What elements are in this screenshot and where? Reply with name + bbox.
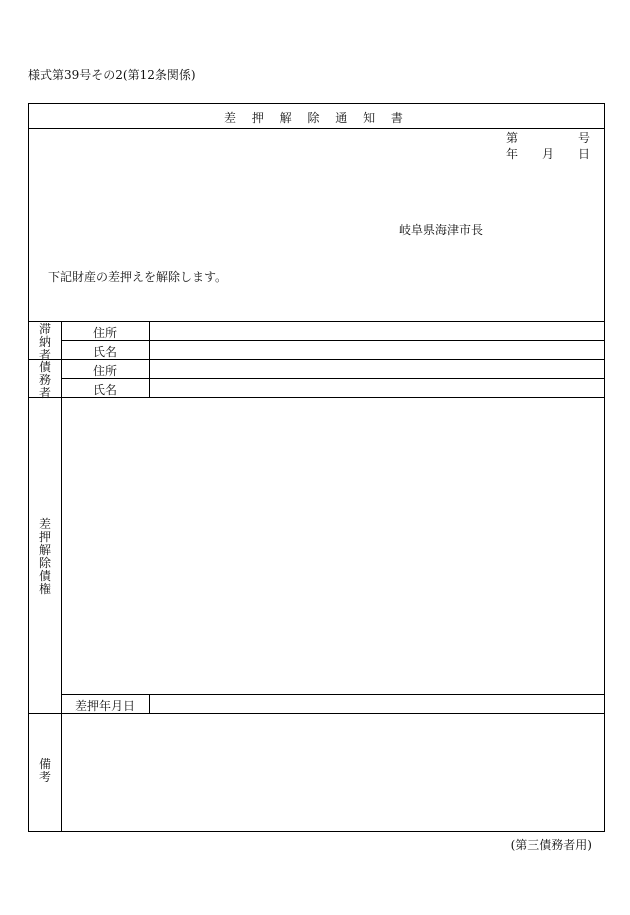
divider-debtor-mid — [61, 378, 604, 379]
divider-field-column — [149, 321, 150, 397]
date-month-label: 月 — [542, 147, 555, 161]
remarks-label: 備 考 — [38, 757, 51, 784]
document-title: 差 押 解 除 通 知 書 — [224, 111, 409, 125]
released-claim-label: 差 押 解 除 債 権 — [38, 517, 51, 596]
divider-seizure-date-top — [61, 694, 604, 695]
number-prefix: 第 — [506, 131, 519, 145]
notice-form — [28, 103, 605, 832]
number-suffix: 号 — [578, 131, 591, 145]
delinquent-label: 滞 納 者 — [38, 322, 51, 362]
release-message: 下記財産の差押えを解除します。 — [48, 270, 228, 284]
issuer-name: 岐阜県海津市長 — [399, 223, 484, 237]
form-number-label: 様式第39号その2(第12条関係) — [28, 68, 196, 82]
delinquent-address-label: 住所 — [93, 326, 118, 340]
debtor-label: 債 務 者 — [38, 360, 51, 400]
divider-header-bottom — [29, 321, 604, 322]
seizure-date-label: 差押年月日 — [75, 699, 136, 713]
date-day-label: 日 — [578, 147, 591, 161]
debtor-name-label: 氏名 — [93, 383, 118, 397]
debtor-address-label: 住所 — [93, 364, 118, 378]
date-year-label: 年 — [506, 147, 519, 161]
divider-delinquent-mid — [61, 340, 604, 341]
divider-label-column — [61, 321, 62, 831]
delinquent-name-label: 氏名 — [93, 345, 118, 359]
copy-designation: (第三債務者用) — [510, 838, 592, 852]
divider-seizure-date-column — [149, 694, 150, 713]
